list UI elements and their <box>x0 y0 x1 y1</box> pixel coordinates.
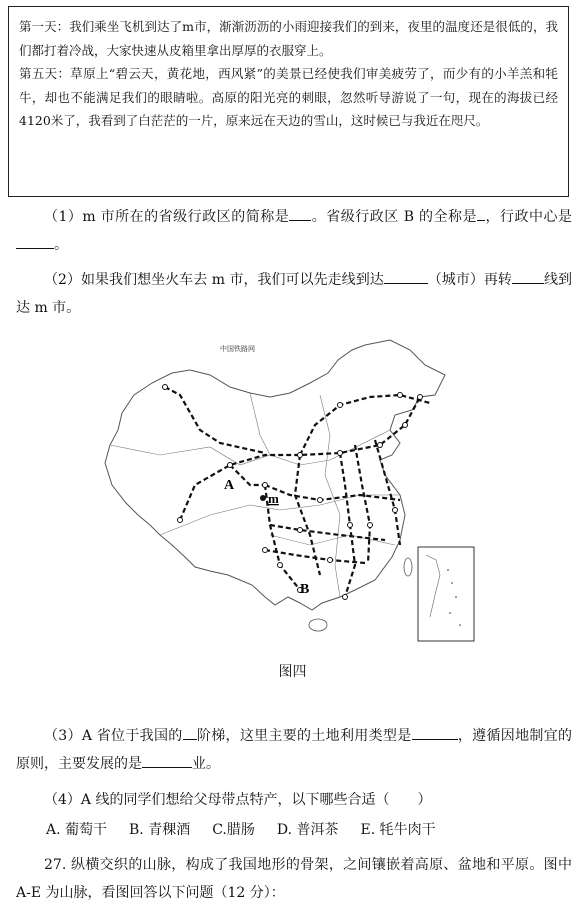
q4-stem: （4）A 线的同学们想给父母带点特产，以下哪些合适（ ） <box>44 792 432 808</box>
q2-part-a: （2）如果我们想坐火车去 m 市，我们可以先走线到达 <box>44 272 384 288</box>
q1-blank-2[interactable] <box>477 206 485 221</box>
q3-blank-3[interactable] <box>142 753 192 768</box>
label-province-a: A <box>224 478 235 493</box>
q1-part-c: ，行政中心是 <box>484 209 572 225</box>
q3-blank-2[interactable] <box>412 725 458 740</box>
diary-day1: 第一天：我们乘坐飞机到达了m市，渐渐沥沥的小雨迎接我们的到来，夜里的温度还是很低的，我们都打着冷战，大家快速从皮箱里拿出厚厚的衣服穿上。 <box>19 19 558 58</box>
q1-part-b: 。省级行政区 B 的全称是 <box>311 209 477 225</box>
map-title: 中国铁路网 <box>220 346 255 353</box>
q2-part-c: 线到达 m 市。 <box>16 272 572 316</box>
city-m-marker <box>260 495 266 501</box>
china-railway-map-figure <box>100 335 488 655</box>
question-27 <box>16 851 572 907</box>
label-province-b: B <box>300 582 310 597</box>
q2-blank-1[interactable] <box>384 269 428 284</box>
q3-part-b: 阶梯，这里主要的土地利用类型是 <box>196 728 412 744</box>
q4-option-e[interactable]: E. 牦牛肉干 <box>360 822 436 838</box>
q4-option-d[interactable]: D. 普洱茶 <box>276 822 339 838</box>
q1-part-a: （1）m 市所在的省级行政区的简称是 <box>44 209 290 225</box>
question-1 <box>16 203 572 259</box>
q3-part-c: ，遵循因地制宜的原则，主要发展的是 <box>16 728 573 772</box>
diary-box <box>8 6 569 197</box>
q3-part-a: （3）A 省位于我国的 <box>44 728 183 744</box>
south-china-sea-inset <box>418 547 474 641</box>
question-3 <box>16 722 572 778</box>
q3-part-d: 业。 <box>192 756 220 772</box>
diary-day5: 第五天：草原上“碧云天，黄花地，西风紧”的美景已经使我们审美疲劳了，而少有的小羊羔和牦牛，却也不能满足我们的眼睛啦。高原的阳光亮的刺眼，忽然听导游说了一句，现在的海拔已经4120米了，我看到了白茫茫的一片，原来远在天边的雪山，这时候已与我近在咫尺。 <box>19 66 558 128</box>
china-outline <box>105 340 445 610</box>
q1-blank-1[interactable] <box>289 206 311 221</box>
q4-option-c[interactable]: C.腊肠 <box>212 822 255 838</box>
q4-options <box>46 819 566 839</box>
label-city-m: m <box>268 491 279 506</box>
q2-blank-2[interactable] <box>512 269 544 284</box>
figure-caption: 图四 <box>278 664 307 680</box>
question-4 <box>16 786 572 814</box>
q27-text: 27. 纵横交织的山脉，构成了我国地形的骨架，之间镶嵌着高原、盆地和平原。图中 A-E 为山脉，看图回答以下问题（12 分）： <box>16 857 572 901</box>
question-2 <box>16 266 572 322</box>
q1-part-d: 。 <box>54 237 68 253</box>
railway-lines <box>165 387 430 597</box>
q4-option-a[interactable]: A. 葡萄干 <box>46 822 108 838</box>
station-dots <box>163 385 423 600</box>
q1-blank-3[interactable] <box>16 234 54 249</box>
q4-option-b[interactable]: B. 青稞酒 <box>129 822 191 838</box>
q3-blank-1[interactable] <box>183 725 197 740</box>
q2-part-b: （城市）再转 <box>427 272 512 288</box>
railway-map <box>100 335 488 655</box>
